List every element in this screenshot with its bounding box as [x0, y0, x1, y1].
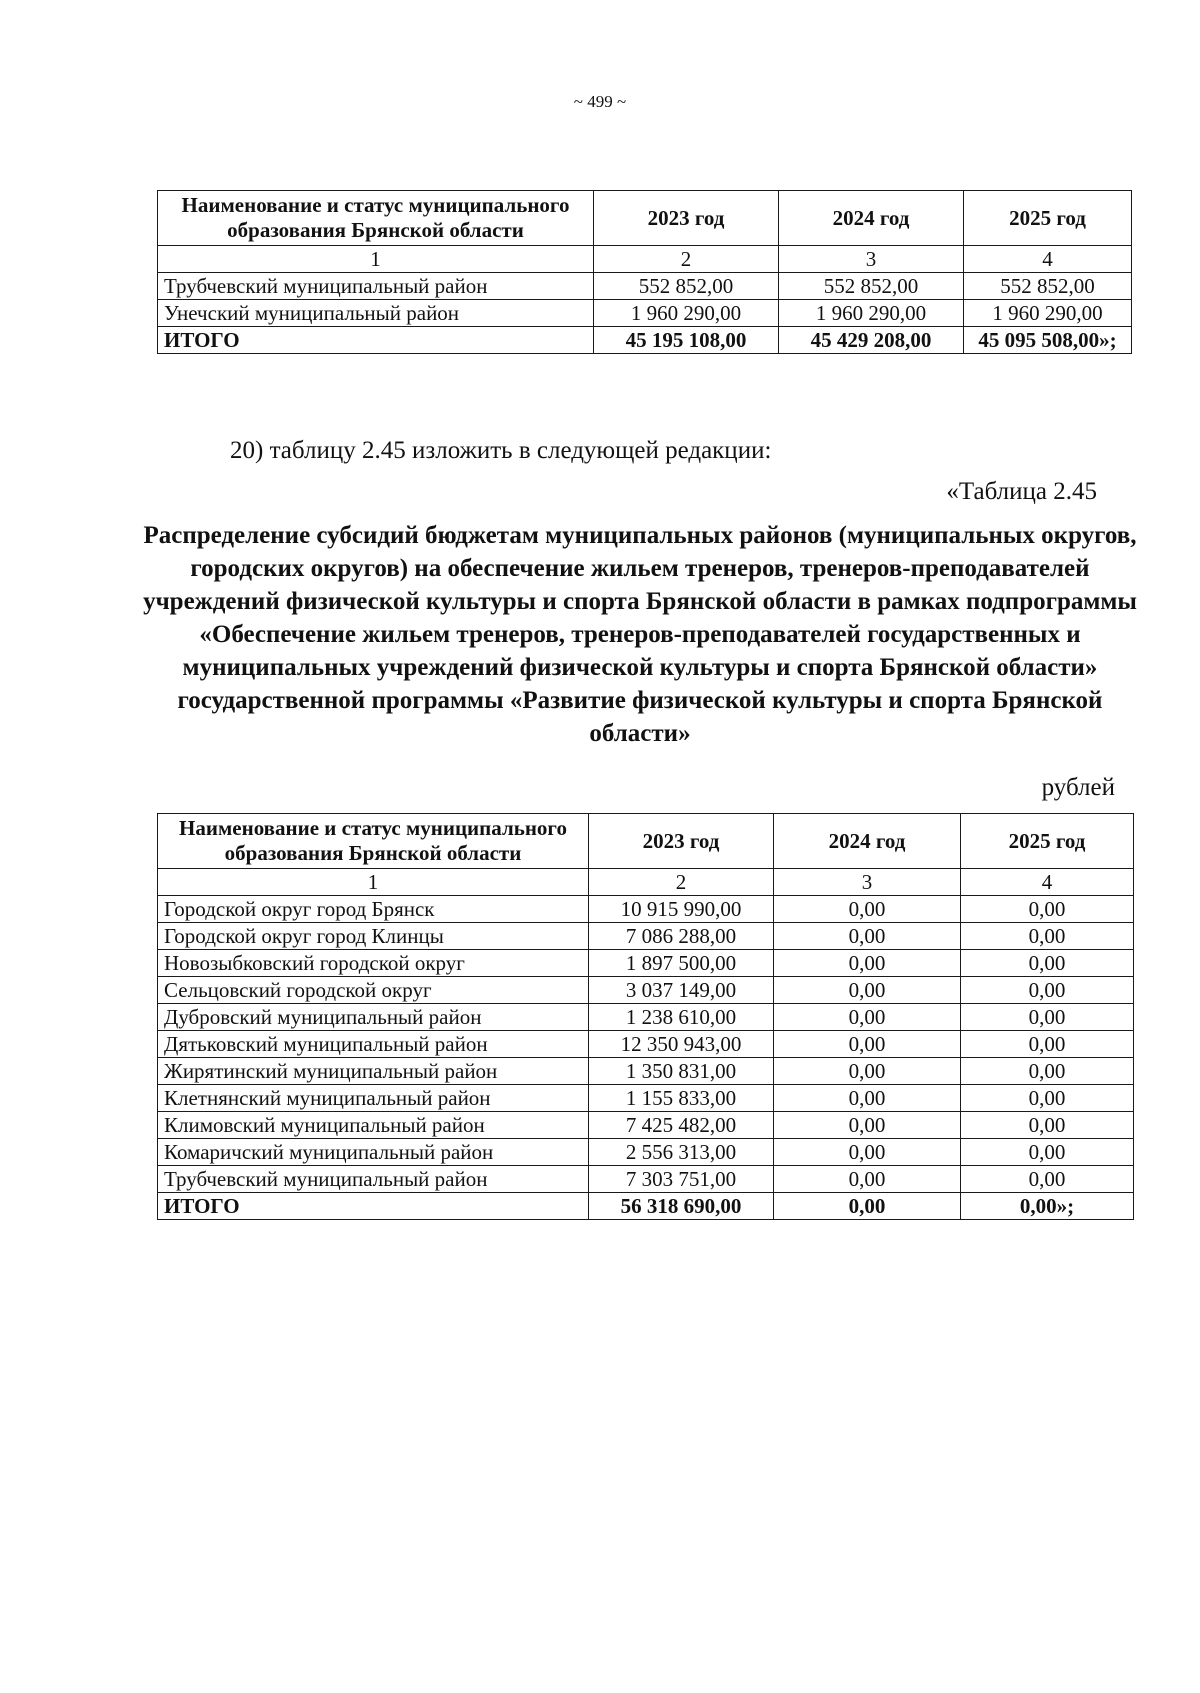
- total-2023: 56 318 690,00: [589, 1193, 774, 1220]
- table-row: [158, 1004, 1134, 1031]
- table-row: [158, 977, 1134, 1004]
- amount-2025: 0,00: [961, 1058, 1134, 1085]
- total-2024: 0,00: [774, 1193, 961, 1220]
- amount-2024: 0,00: [774, 923, 961, 950]
- total-2025: 0,00»;: [961, 1193, 1134, 1220]
- column-number-row: [158, 869, 1134, 896]
- municipality-name: Сельцовский городской округ: [158, 977, 589, 1004]
- amount-2023: 3 037 149,00: [589, 977, 774, 1004]
- table-heading: Распределение субсидий бюджетам муниципальных районов (муниципальных округов, городских округов) на обеспечение жильем тренеров, тренеров-преподавателей учреждений физической культуры и спорта Брянской области в рамках подпрограммы «Обеспечение жильем тренеров, тренеров-преподавателей государственных и муниципальных учреждений физической культуры и спорта Брянской области» государственной программы «Развитие физической культуры и спорта Брянской области»: [143, 522, 1137, 747]
- header-year-2023: 2023 год: [594, 191, 779, 246]
- table-row: [158, 1085, 1134, 1112]
- column-number: 1: [158, 246, 594, 273]
- table-row: [158, 300, 1132, 327]
- amount-2024: 0,00: [774, 1139, 961, 1166]
- amount-2025: 0,00: [961, 1031, 1134, 1058]
- amount-2023: 552 852,00: [594, 273, 779, 300]
- amendment-item: 20) таблицу 2.45 изложить в следующей редакции:: [230, 437, 772, 464]
- amount-2025: 0,00: [961, 896, 1134, 923]
- amount-2024: 0,00: [774, 950, 961, 977]
- municipality-name: Городской округ город Брянск: [158, 896, 589, 923]
- column-number-row: [158, 246, 1132, 273]
- total-2023: 45 195 108,00: [594, 327, 779, 354]
- municipality-name: Городской округ город Клинцы: [158, 923, 589, 950]
- column-number: 2: [589, 869, 774, 896]
- amount-2024: 552 852,00: [779, 273, 964, 300]
- table-row: [158, 1112, 1134, 1139]
- amount-2025: 0,00: [961, 1139, 1134, 1166]
- amount-2024: 0,00: [774, 1004, 961, 1031]
- amount-2025: 0,00: [961, 923, 1134, 950]
- table-label: «Таблица 2.45: [946, 478, 1097, 505]
- header-year-2025: 2025 год: [964, 191, 1132, 246]
- total-row: [158, 327, 1132, 354]
- table-row: [158, 1031, 1134, 1058]
- amount-2025: 0,00: [961, 950, 1134, 977]
- column-number: 3: [779, 246, 964, 273]
- amount-2025: 0,00: [961, 1166, 1134, 1193]
- total-2024: 45 429 208,00: [779, 327, 964, 354]
- municipality-name: Унечский муниципальный район: [158, 300, 594, 327]
- header-municipality: Наименование и статус муниципального образования Брянской области: [158, 814, 589, 869]
- amount-2023: 7 086 288,00: [589, 923, 774, 950]
- table-row: [158, 896, 1134, 923]
- amount-2025: 1 960 290,00: [964, 300, 1132, 327]
- municipality-name: Трубчевский муниципальный район: [158, 273, 594, 300]
- amount-2024: 0,00: [774, 896, 961, 923]
- municipality-name: Комаричский муниципальный район: [158, 1139, 589, 1166]
- amount-2025: 0,00: [961, 1004, 1134, 1031]
- column-number: 4: [964, 246, 1132, 273]
- total-2025: 45 095 508,00»;: [964, 327, 1132, 354]
- municipality-name: Трубчевский муниципальный район: [158, 1166, 589, 1193]
- amount-2023: 1 350 831,00: [589, 1058, 774, 1085]
- municipality-name: Дубровский муниципальный район: [158, 1004, 589, 1031]
- table-row: [158, 1058, 1134, 1085]
- table-row: [158, 1139, 1134, 1166]
- municipality-name: Новозыбковский городской округ: [158, 950, 589, 977]
- table-row: [158, 273, 1132, 300]
- amount-2025: 552 852,00: [964, 273, 1132, 300]
- table-row: [158, 1166, 1134, 1193]
- amount-2024: 0,00: [774, 1166, 961, 1193]
- page-number: ~ 499 ~: [573, 92, 627, 111]
- amount-2023: 1 238 610,00: [589, 1004, 774, 1031]
- amount-2024: 0,00: [774, 1058, 961, 1085]
- total-label: ИТОГО: [158, 1193, 589, 1220]
- amount-2023: 2 556 313,00: [589, 1139, 774, 1166]
- amount-2024: 0,00: [774, 1085, 961, 1112]
- amount-2024: 0,00: [774, 1031, 961, 1058]
- amount-2023: 1 960 290,00: [594, 300, 779, 327]
- amount-2025: 0,00: [961, 1112, 1134, 1139]
- total-label: ИТОГО: [158, 327, 594, 354]
- header-year-2023: 2023 год: [589, 814, 774, 869]
- municipality-name: Дятьковский муниципальный район: [158, 1031, 589, 1058]
- units-label: рублей: [1041, 774, 1115, 801]
- municipality-name: Клетнянский муниципальный район: [158, 1085, 589, 1112]
- table-header-row: [158, 191, 1132, 246]
- amount-2024: 0,00: [774, 1112, 961, 1139]
- amount-2023: 1 155 833,00: [589, 1085, 774, 1112]
- amount-2023: 1 897 500,00: [589, 950, 774, 977]
- table-header-row: [158, 814, 1134, 869]
- amount-2024: 1 960 290,00: [779, 300, 964, 327]
- table-row: [158, 950, 1134, 977]
- amount-2025: 0,00: [961, 1085, 1134, 1112]
- column-number: 2: [594, 246, 779, 273]
- column-number: 4: [961, 869, 1134, 896]
- table-row: [158, 923, 1134, 950]
- column-number: 1: [158, 869, 589, 896]
- amount-2023: 7 303 751,00: [589, 1166, 774, 1193]
- header-year-2024: 2024 год: [774, 814, 961, 869]
- municipality-name: Климовский муниципальный район: [158, 1112, 589, 1139]
- amount-2023: 12 350 943,00: [589, 1031, 774, 1058]
- column-number: 3: [774, 869, 961, 896]
- amount-2025: 0,00: [961, 977, 1134, 1004]
- municipality-name: Жирятинский муниципальный район: [158, 1058, 589, 1085]
- header-municipality: Наименование и статус муниципального образования Брянской области: [158, 191, 594, 246]
- header-year-2025: 2025 год: [961, 814, 1134, 869]
- header-year-2024: 2024 год: [779, 191, 964, 246]
- continued-budget-table: [157, 190, 1132, 354]
- total-row: [158, 1193, 1134, 1220]
- amount-2023: 7 425 482,00: [589, 1112, 774, 1139]
- subsidy-table-2-45: [157, 813, 1134, 1220]
- amount-2023: 10 915 990,00: [589, 896, 774, 923]
- amount-2024: 0,00: [774, 977, 961, 1004]
